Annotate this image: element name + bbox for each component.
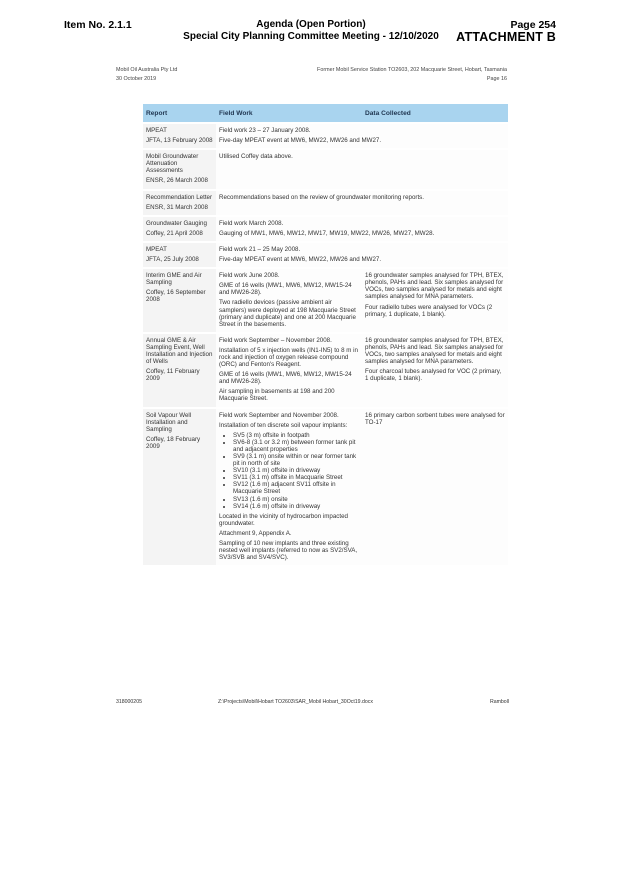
- implant-list-item: • SV14 (1.6 m) offsite in driveway: [233, 503, 359, 510]
- data-collected-text: Four charcoal tubes analysed for VOC (2 primary, 1 duplicate, 1 blank).: [365, 368, 502, 383]
- report-text: Coffey, 16 September 2008: [146, 289, 206, 304]
- report-cell: [143, 149, 216, 189]
- data-collected-cell: [362, 408, 508, 566]
- implant-list-item: • SV12 (1.6 m) adjacent SV11 offsite in Macquarie Street: [233, 481, 359, 495]
- field-work-text: Sampling of 10 new implants and three existing nested well implants (referred to now as SV2/SVA, SV3/SVB and SV4/SVC).: [219, 540, 358, 562]
- doc-header-right: [317, 66, 507, 84]
- field-work-text: GME of 16 wells (MW1, MW6, MW12, MW15-24 and MW26-28).: [219, 282, 352, 297]
- doc-header-left: [116, 66, 177, 84]
- data-collected-cell: [362, 268, 508, 333]
- field-work-text: Five-day MPEAT event at MW6, MW22, MW26 and MW27.: [219, 137, 382, 145]
- field-work-cell: [216, 408, 362, 566]
- table-row: [143, 408, 508, 566]
- table-header-row: [143, 104, 508, 123]
- field-work-text: Installation of 5 x injection wells (IN1-IN5) to 8 m in rock and injection of oxygen release compound (ORC) and Fenton's Reagent.: [219, 346, 358, 369]
- report-text: ENSR, 26 March 2008: [146, 177, 208, 185]
- report-cell: [143, 408, 216, 566]
- report-text: MPEAT: [146, 245, 167, 253]
- report-text: MPEAT: [146, 127, 167, 134]
- site-name: Former Mobil Service Station TO2603, 202 Macquarie Street, Hobart, Tasmania: [317, 67, 507, 73]
- data-collected-cell: [362, 149, 508, 189]
- data-collected-cell: [362, 333, 508, 408]
- field-work-text: Two radiello devices (passive ambient air samplers) were deployed at 198 Macquarie Street (primary and duplicate) and one at 200 Macquarie Street in the basements.: [219, 299, 356, 328]
- report-text: Annual GME & Air Sampling Event, Well Installation and Injection of Wells: [146, 336, 213, 366]
- footer-doc-number: 318000205: [116, 699, 142, 705]
- report-table: [143, 104, 508, 565]
- field-work-text: Field work March 2008.: [219, 219, 284, 227]
- data-collected-text: 16 primary carbon sorbent tubes were analysed for TO-17: [365, 411, 505, 426]
- report-text: Groundwater Gauging: [146, 219, 207, 227]
- report-cell: [143, 123, 216, 149]
- field-work-text: Attachment 9, Appendix A.: [219, 529, 292, 537]
- agenda-title: [140, 19, 482, 43]
- doc-date: 30 October 2019: [116, 76, 157, 82]
- agenda-line-1: Agenda (Open Portion): [256, 19, 366, 30]
- field-work-text: Field work June 2008.: [219, 272, 280, 280]
- report-cell: [143, 242, 216, 268]
- implant-list-item: • SV13 (1.6 m) onsite: [233, 496, 359, 503]
- report-text: ENSR, 31 March 2008: [146, 203, 208, 211]
- data-collected-text: Four radiello tubes were analysed for VOCs (2 primary, 1 duplicate, 1 blank).: [365, 303, 493, 318]
- field-work-cell: [216, 149, 362, 189]
- report-text: JFTA, 25 July 2008: [146, 256, 199, 264]
- field-work-text: Air sampling in basements at 198 and 200 Macquarie Street.: [219, 388, 335, 403]
- table-row: [143, 242, 508, 268]
- field-work-text: Field work 21 – 25 May 2008.: [219, 245, 301, 253]
- agenda-line-2: Special City Planning Committee Meeting - 12/10/2020: [183, 31, 439, 42]
- attachment-label: ATTACHMENT B: [456, 30, 556, 44]
- field-work-text: Gauging of MW1, MW6, MW12, MW17, MW19, MW22, MW26, MW27, MW28.: [219, 229, 435, 237]
- field-work-text: Five-day MPEAT event at MW6, MW22, MW26 and MW27.: [219, 256, 382, 264]
- implant-list-item: • SV5 (3 m) offsite in footpath: [233, 432, 359, 439]
- field-work-text: GME of 16 wells (MW1, MW6, MW12, MW15-24 and MW26-28).: [219, 371, 352, 386]
- report-text: Interim GME and Air Sampling: [146, 272, 202, 287]
- implant-list-item: • SV9 (3.1 m) onsite within or near former tank pit in north of site: [233, 453, 359, 467]
- field-work-cell: [216, 190, 508, 216]
- header-field-work: Field Work: [216, 104, 362, 123]
- company-name: Mobil Oil Australia Pty Ltd: [116, 67, 178, 73]
- report-cell: [143, 268, 216, 333]
- report-text: Recommendation Letter: [146, 193, 213, 201]
- field-work-text: Field work 23 – 27 January 2008.: [219, 127, 311, 134]
- implant-list-item: • SV6-8 (3.1 or 3.2 m) between former tank pit and adjacent properties: [233, 439, 359, 453]
- field-work-cell: [216, 268, 362, 333]
- report-cell: [143, 190, 216, 216]
- report-text: Mobil Groundwater Attenuation Assessments: [146, 153, 199, 175]
- implant-list-item: • SV11 (3.1 m) offsite in Macquarie Street: [233, 474, 359, 481]
- field-work-text: Located in the vicinity of hydrocarbon impacted groundwater.: [219, 512, 348, 527]
- implant-list-item: • SV10 (3.1 m) offsite in driveway: [233, 467, 359, 474]
- table-row: [143, 190, 508, 216]
- report-cell: [143, 333, 216, 408]
- report-cell: [143, 216, 216, 242]
- report-text: Soil Vapour Well Installation and Sampling: [146, 411, 192, 433]
- field-work-text: Utilised Coffey data above.: [219, 153, 293, 161]
- page-number: Page 254: [510, 19, 556, 31]
- table-row: [143, 268, 508, 333]
- field-work-text: Field work September and November 2008.: [219, 411, 339, 419]
- footer-file-path: Z:\Projects\Mobil\Hobart TO2603\SAR_Mobil Hobart_30Oct19.docx: [218, 699, 373, 705]
- field-work-text: Installation of ten discrete soil vapour implants:: [219, 421, 348, 429]
- implant-list: [219, 432, 359, 510]
- field-work-cell: [216, 123, 508, 149]
- table-row: [143, 216, 508, 242]
- table-row: [143, 333, 508, 408]
- report-text: Coffey, 21 April 2008: [146, 229, 203, 237]
- header-data-collected: Data Collected: [362, 104, 508, 123]
- report-text: Coffey, 18 February 2009: [146, 435, 201, 450]
- report-text: JFTA, 13 February 2008: [146, 137, 213, 145]
- field-work-text: Recommendations based on the review of groundwater monitoring reports.: [219, 193, 424, 201]
- data-collected-text: 16 groundwater samples analysed for TPH, BTEX, phenols, PAHs and lead. Six samples analysed for VOCs, two samples analysed for metals and eight samples analysed for MNA parameters.: [365, 336, 504, 366]
- doc-page: Page 16: [486, 76, 507, 82]
- report-text: Coffey, 11 February 2009: [146, 368, 200, 383]
- data-collected-text: 16 groundwater samples analysed for TPH, BTEX, phenols, PAHs and lead. Six samples analysed for VOCs, two samples analysed for metals and eight samples analysed for MNA parameters.: [365, 272, 504, 301]
- header-report: Report: [143, 104, 216, 123]
- footer-company: Ramboll: [489, 699, 509, 705]
- field-work-cell: [216, 216, 508, 242]
- table-row: [143, 123, 508, 149]
- item-number: Item No. 2.1.1: [64, 19, 132, 31]
- field-work-cell: [216, 333, 362, 408]
- field-work-cell: [216, 242, 508, 268]
- table-row: [143, 149, 508, 189]
- field-work-text: Field work September – November 2008.: [219, 336, 332, 344]
